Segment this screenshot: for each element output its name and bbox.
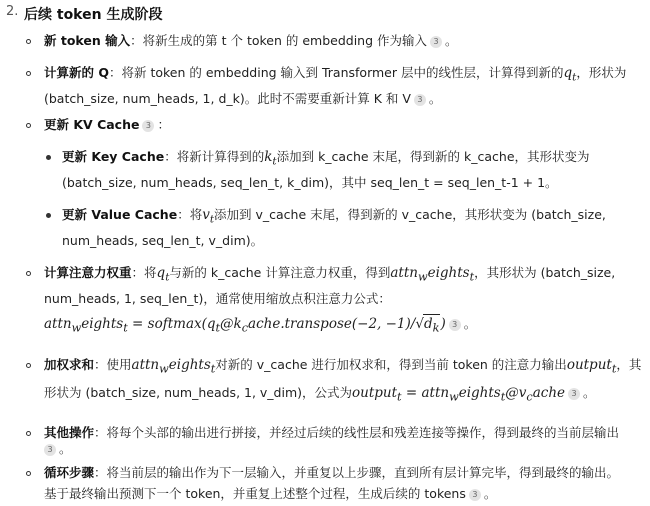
citation-badge[interactable]: 3	[414, 94, 426, 106]
bullet-icon	[26, 39, 31, 44]
item-end: 。	[583, 385, 596, 400]
math-sub: t	[572, 71, 577, 84]
item-text: ：将新 token 的 embedding 输入到 Transformer 层中的线性层，计算得到新的	[108, 65, 564, 80]
item-text: ，形状为	[576, 65, 627, 80]
item-text: num_heads, seq_len_t, v_dim)。	[62, 233, 264, 248]
item-label: 计算新的 Q	[44, 65, 109, 80]
item-label: 其他操作	[44, 425, 95, 440]
bullet-icon	[26, 271, 31, 276]
math-expr: attn$_w$eights$_t$	[131, 357, 216, 376]
attn-formula: attn$_w$eights$_t$ = $softmax(q_t@k_cache.transpose(-2$, $-1)/√d_k$) 3 。	[44, 314, 476, 338]
bullet-icon	[26, 431, 31, 436]
item-text: ：将新生成的第 t 个 token 的 embedding 作为输入	[130, 33, 428, 48]
item-end: 。	[445, 33, 458, 48]
item-text: 形状为 (batch_size, num_heads, 1, v_dim)，公式为	[44, 385, 353, 400]
item-other-ops-line2	[44, 440, 72, 458]
item-text: ，其形状为 (batch_size,	[474, 265, 616, 280]
item-text: 添加到 k_cache 末尾，得到新的 k_cache，其形状变为	[276, 149, 590, 164]
item-label: 更新 Key Cache	[62, 149, 165, 164]
item-end: 。	[483, 486, 497, 501]
math-formula: output$_t$ = $attn_weights_t@v_cache$	[352, 385, 565, 404]
item-text: ，其	[616, 357, 642, 372]
math-formula: attn$_w$eights$_t$ = $softmax(q_t@k_cache.transpose(-2$, $-1)/√d_k$)	[44, 316, 446, 332]
math-sub: t	[209, 213, 215, 226]
item-loop	[44, 464, 619, 482]
item-key-cache-line2	[62, 174, 558, 192]
math-sub: t	[165, 271, 170, 284]
item-text: (batch_size, num_heads, 1, d_k)。此时不需要重新计算 K 和 V	[44, 91, 411, 106]
item-end: 。	[428, 91, 442, 106]
bullet-icon	[46, 213, 51, 218]
item-text: ：使用	[94, 357, 132, 372]
item-text: ：将	[177, 207, 203, 222]
item-new-token	[44, 32, 458, 50]
item-loop-line2	[44, 485, 496, 503]
item-text: ：将	[131, 265, 157, 280]
math-var: k	[264, 149, 273, 165]
item-label: 加权求和	[44, 357, 95, 372]
citation-badge[interactable]: 3	[44, 444, 56, 456]
section-number: 2.	[6, 4, 19, 19]
item-text: ：将当前层的输出作为下一层输入，并重复以上步骤，直到所有层计算完毕，得到最终的输出。	[94, 465, 620, 480]
item-label: 循环步骤	[44, 465, 95, 480]
citation-badge[interactable]: 3	[430, 36, 442, 48]
item-compute-q	[44, 64, 626, 87]
citation-badge[interactable]: 3	[568, 388, 580, 400]
item-text: 对新的 v_cache 进行加权求和，得到当前 token 的注意力输出	[215, 357, 567, 372]
item-text: ：将每个头部的输出进行拼接，并经过后续的线性层和残差连接等操作，得到最终的当前层输出	[94, 425, 620, 440]
math-var: q	[563, 65, 573, 81]
bullet-icon	[26, 123, 31, 128]
item-text: ：将新计算得到的	[164, 149, 265, 164]
item-colon: ：	[157, 117, 170, 132]
bullet-icon	[26, 363, 31, 368]
math-expr: output$_t$	[566, 357, 617, 376]
item-value-cache-line2	[62, 232, 263, 250]
item-label: 更新 Value Cache	[62, 207, 178, 222]
item-key-cache	[62, 148, 590, 171]
item-label: 更新 KV Cache	[44, 117, 140, 132]
item-weighted-sum	[44, 356, 641, 379]
item-label: 计算注意力权重	[44, 265, 132, 280]
item-other-ops	[44, 424, 619, 442]
citation-badge[interactable]: 3	[449, 319, 461, 331]
item-text: 与新的 k_cache 计算注意力权重，得到	[169, 265, 391, 280]
item-end: 。	[59, 441, 72, 456]
math-expr: attn$_w$eights$_t$	[390, 265, 475, 284]
bullet-icon	[26, 471, 31, 476]
math-var: q	[156, 265, 166, 281]
item-text: (batch_size, num_heads, seq_len_t, k_dim)，其中 seq_len_t = seq_len_t-1 + 1。	[62, 175, 558, 190]
item-text: 添加到 v_cache 末尾，得到新的 v_cache，其形状变为 (batch_size,	[214, 207, 606, 222]
item-value-cache	[62, 206, 606, 229]
item-text: num_heads, 1, seq_len_t)，通常使用缩放点积注意力公式：	[44, 291, 391, 306]
bullet-icon	[46, 155, 51, 160]
item-attn-line2	[44, 290, 391, 308]
item-text: 基于最终输出预测下一个 token，并重复上述整个过程，生成后续的 tokens	[44, 486, 466, 501]
item-weighted-sum-line2	[44, 384, 596, 407]
section-title: 后续 token 生成阶段	[24, 7, 163, 23]
item-attn	[44, 264, 615, 287]
item-compute-q-line2	[44, 90, 441, 108]
citation-badge[interactable]: 3	[469, 489, 481, 501]
math-sub: t	[272, 155, 277, 168]
item-update-kv	[44, 116, 170, 134]
citation-badge[interactable]: 3	[142, 120, 154, 132]
item-label: 新 token 输入	[44, 33, 131, 48]
bullet-icon	[26, 71, 31, 76]
math-var: v	[202, 207, 210, 223]
